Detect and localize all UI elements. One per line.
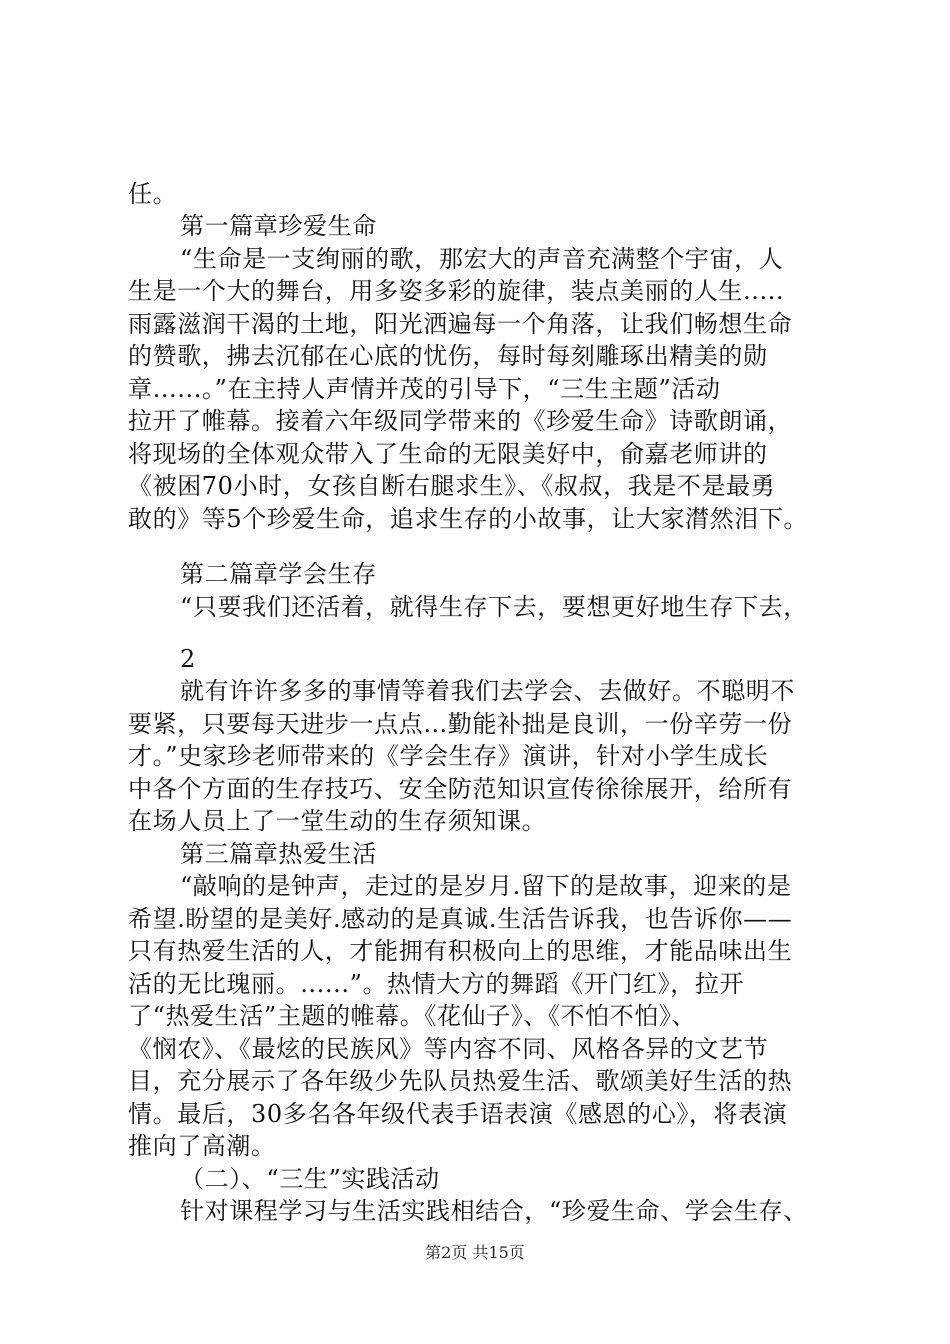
text-line: 推向了高潮。 [128, 1132, 276, 1160]
text-line: 活的无比瑰丽。......”。热情大方的舞蹈《开门红》，拉开 [128, 970, 745, 998]
text-line: 的赞歌，拂去沉郁在心底的忧伤，每时每刻雕琢出精美的勋 [128, 342, 768, 370]
text-line: 敢的》等5个珍爱生命，追求生存的小故事，让大家潸然泪下。 [128, 505, 809, 533]
text-line: 只有热爱生活的人，才能拥有积极向上的思维，才能品味出生 [128, 937, 793, 965]
section-heading: 第三篇章热爱生活 [180, 840, 377, 868]
text-line: 雨露滋润干渴的土地，阳光洒遍每一个角落，让我们畅想生命 [128, 310, 793, 338]
text-line: “生命是一支绚丽的歌，那宏大的声音充满整个宇宙，人 [180, 245, 784, 273]
text-line: 在场人员上了一堂生动的生存须知课。 [128, 807, 547, 835]
text-line: 目，充分展示了各年级少先队员热爱生活、歌颂美好生活的热 [128, 1067, 793, 1095]
text-line: “只要我们还活着，就得生存下去，要想更好地生存下去， [180, 593, 808, 621]
text-line: 希望.盼望的是美好.感动的是真诚.生活告诉我，也告诉你—— [128, 905, 793, 933]
text-line: 情。最后，30多名各年级代表手语表演《感恩的心》，将表演 [128, 1100, 788, 1128]
text-line: 针对课程学习与生活实践相结合，“珍爱生命、学会生存、 [180, 1197, 808, 1225]
text-line: 要紧，只要每天进步一点点…勤能补拙是良训，一份辛劳一份 [128, 710, 793, 738]
text-line: 《悯农》、《最炫的民族风》等内容不同、风格各异的文艺节 [128, 1035, 769, 1063]
text-line: 将现场的全体观众带入了生命的无限美好中，俞嘉老师讲的 [128, 440, 768, 468]
text-line: 任。 [128, 180, 178, 208]
text-line: 了“热爱生活”主题的帷幕。《花仙子》、《不怕不怕》、 [128, 1002, 697, 1030]
section-heading: 第一篇章珍爱生命 [180, 212, 377, 240]
text-line: 生是一个大的舞台，用多姿多彩的旋律，装点美丽的人生..... [128, 277, 785, 305]
section-heading: 第二篇章学会生存 [180, 560, 377, 588]
page-footer: 第2页 共15页 [425, 1243, 525, 1262]
text-line: 中各个方面的生存技巧、安全防范知识宣传徐徐展开，给所有 [128, 775, 793, 803]
text-line: 《被困70小时，女孩自断右腿求生》、《叔叔，我是不是最勇 [128, 472, 776, 500]
text-line: “敲响的是钟声，走过的是岁月.留下的是故事，迎来的是 [180, 872, 792, 900]
text-line: 才。”史家珍老师带来的《学会生存》演讲，针对小学生成长 [128, 742, 769, 770]
section-heading: （二）、“三生”实践活动 [180, 1165, 440, 1193]
page-number: 2 [180, 645, 196, 673]
text-line: 拉开了帷幕。接着六年级同学带来的《珍爱生命》诗歌朗诵， [128, 407, 793, 435]
text-line: 章......。”在主持人声情并茂的引导下，“三生主题”活动 [128, 375, 721, 403]
text-line: 就有许许多多的事情等着我们去学会、去做好。不聪明不 [180, 677, 795, 705]
